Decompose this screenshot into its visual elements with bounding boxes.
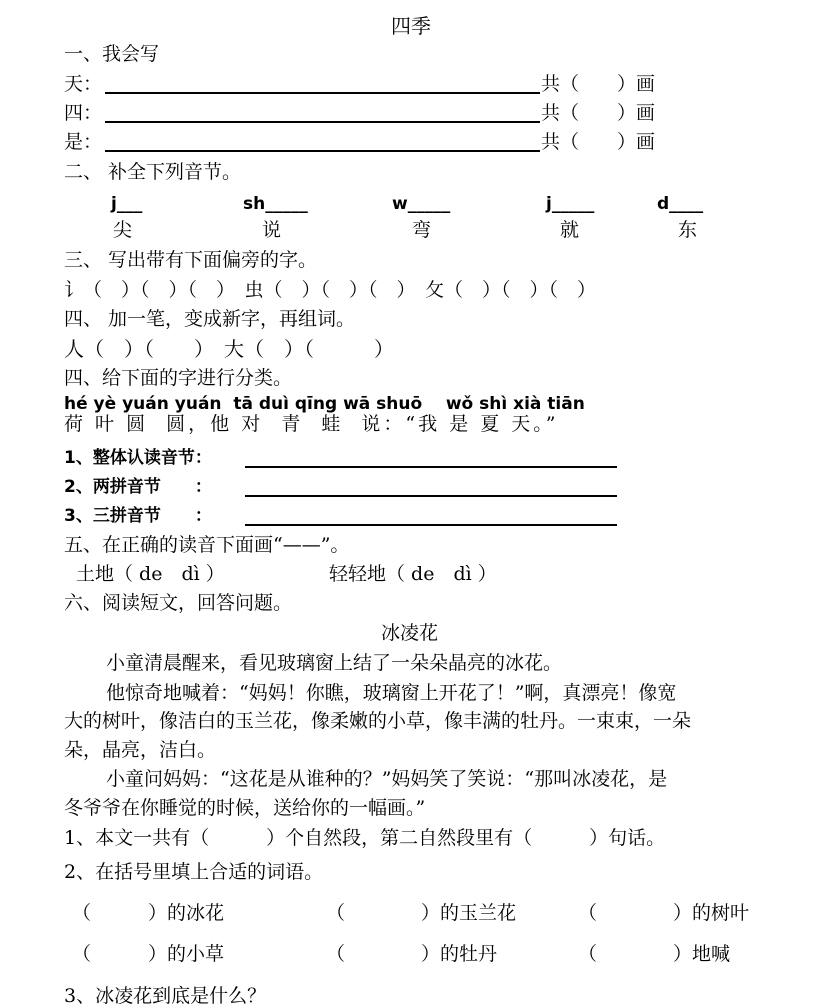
- write-row-2-blank[interactable]: [105, 121, 540, 123]
- pinyin-blank-5[interactable]: d____: [657, 194, 704, 214]
- pinyin-char-4: 就: [560, 219, 580, 241]
- section-1-heading: 一、我会写: [64, 43, 160, 65]
- story-line-3: 大的树叶，像洁白的玉兰花，像柔嫩的小草，像丰满的牡丹。一束束，一朵: [64, 710, 692, 732]
- fill-2-3[interactable]: （ ）地喊: [578, 943, 731, 965]
- sentence-pinyin: hé yè yuán yuán tā duì qīng wā shuō wǒ shì xià tiān: [64, 394, 585, 414]
- story-line-5: 小童问妈妈：“这花是从谁种的？”妈妈笑了笑说：“那叫冰凌花，是: [106, 768, 668, 790]
- section-2-heading: 二、 补全下列音节。: [64, 161, 242, 183]
- pinyin-char-2: 说: [262, 219, 282, 241]
- section-3-heading: 三、 写出带有下面偏旁的字。: [64, 249, 318, 271]
- reading-right[interactable]: 轻轻地（ de dì ）: [329, 563, 497, 585]
- pinyin-char-1: 尖: [113, 219, 133, 241]
- question-3: 3、冰凌花到底是什么？: [64, 985, 267, 1007]
- write-row-2-char: 四：: [64, 102, 103, 124]
- write-row-3-blank[interactable]: [105, 150, 540, 152]
- add-stroke-line[interactable]: 人（ ）（ ） 大（ ）（ ）: [64, 337, 394, 361]
- write-row-3-char: 是：: [64, 131, 103, 153]
- story-line-6: 冬爷爷在你睡觉的时候，送给你的一幅画。”: [64, 797, 426, 819]
- write-row-2-tail: 共（ ）画: [541, 102, 656, 124]
- classify-blank-2[interactable]: [245, 495, 617, 497]
- question-1[interactable]: 1、本文一共有（ ）个自然段，第二自然段里有（ ）句话。: [64, 827, 666, 849]
- write-row-1-blank[interactable]: [105, 92, 540, 94]
- classify-item-1: 1、整体认读音节：: [64, 448, 212, 468]
- pinyin-blank-1[interactable]: j___: [111, 194, 143, 214]
- reading-left[interactable]: 土地（ de dì ）: [76, 563, 225, 585]
- story-line-2: 他惊奇地喊着：“妈妈！你瞧，玻璃窗上开花了！”啊，真漂亮！像宽: [106, 682, 677, 704]
- pinyin-char-3: 弯: [412, 219, 432, 241]
- fill-1-3[interactable]: （ ）的树叶: [578, 902, 750, 924]
- section-7-heading: 六、阅读短文，回答问题。: [64, 592, 293, 614]
- story-line-4: 朵，晶亮，洁白。: [64, 739, 217, 761]
- pinyin-blank-2[interactable]: sh_____: [243, 194, 308, 214]
- fill-1-1[interactable]: （ ）的冰花: [72, 902, 225, 924]
- radical-fill-line[interactable]: 讠（ ）（ ）（ ） 虫（ ）（ ）（ ） 攵（ ）（ ）（ ）: [64, 279, 597, 301]
- classify-item-2: 2、两拼音节 ：: [64, 477, 212, 497]
- section-4-heading: 四、 加一笔，变成新字，再组词。: [64, 308, 356, 330]
- classify-blank-1[interactable]: [245, 466, 617, 468]
- story-line-1: 小童清晨醒来，看见玻璃窗上结了一朵朵晶亮的冰花。: [106, 652, 563, 674]
- classify-blank-3[interactable]: [245, 524, 617, 526]
- section-5-heading: 四、给下面的字进行分类。: [64, 367, 293, 389]
- pinyin-char-5: 东: [678, 219, 698, 241]
- page-title: 四季: [391, 14, 431, 38]
- write-row-1-tail: 共（ ）画: [541, 73, 656, 95]
- pinyin-blank-3[interactable]: w_____: [392, 194, 451, 214]
- fill-2-2[interactable]: （ ）的牡丹: [326, 943, 498, 965]
- fill-1-2[interactable]: （ ）的玉兰花: [326, 902, 517, 924]
- write-row-1-char: 天：: [64, 73, 103, 95]
- question-2: 2、在括号里填上合适的词语。: [64, 861, 324, 883]
- story-title: 冰凌花: [381, 622, 439, 644]
- classify-item-3: 3、三拼音节 ：: [64, 506, 212, 526]
- sentence-chars: 荷 叶 圆 圆，他 对 青 蛙 说：“我 是 夏 天。”: [64, 413, 559, 435]
- section-6-heading: 五、在正确的读音下面画“——”。: [64, 534, 350, 556]
- pinyin-blank-4[interactable]: j_____: [546, 194, 595, 214]
- fill-2-1[interactable]: （ ）的小草: [72, 943, 225, 965]
- write-row-3-tail: 共（ ）画: [541, 131, 656, 153]
